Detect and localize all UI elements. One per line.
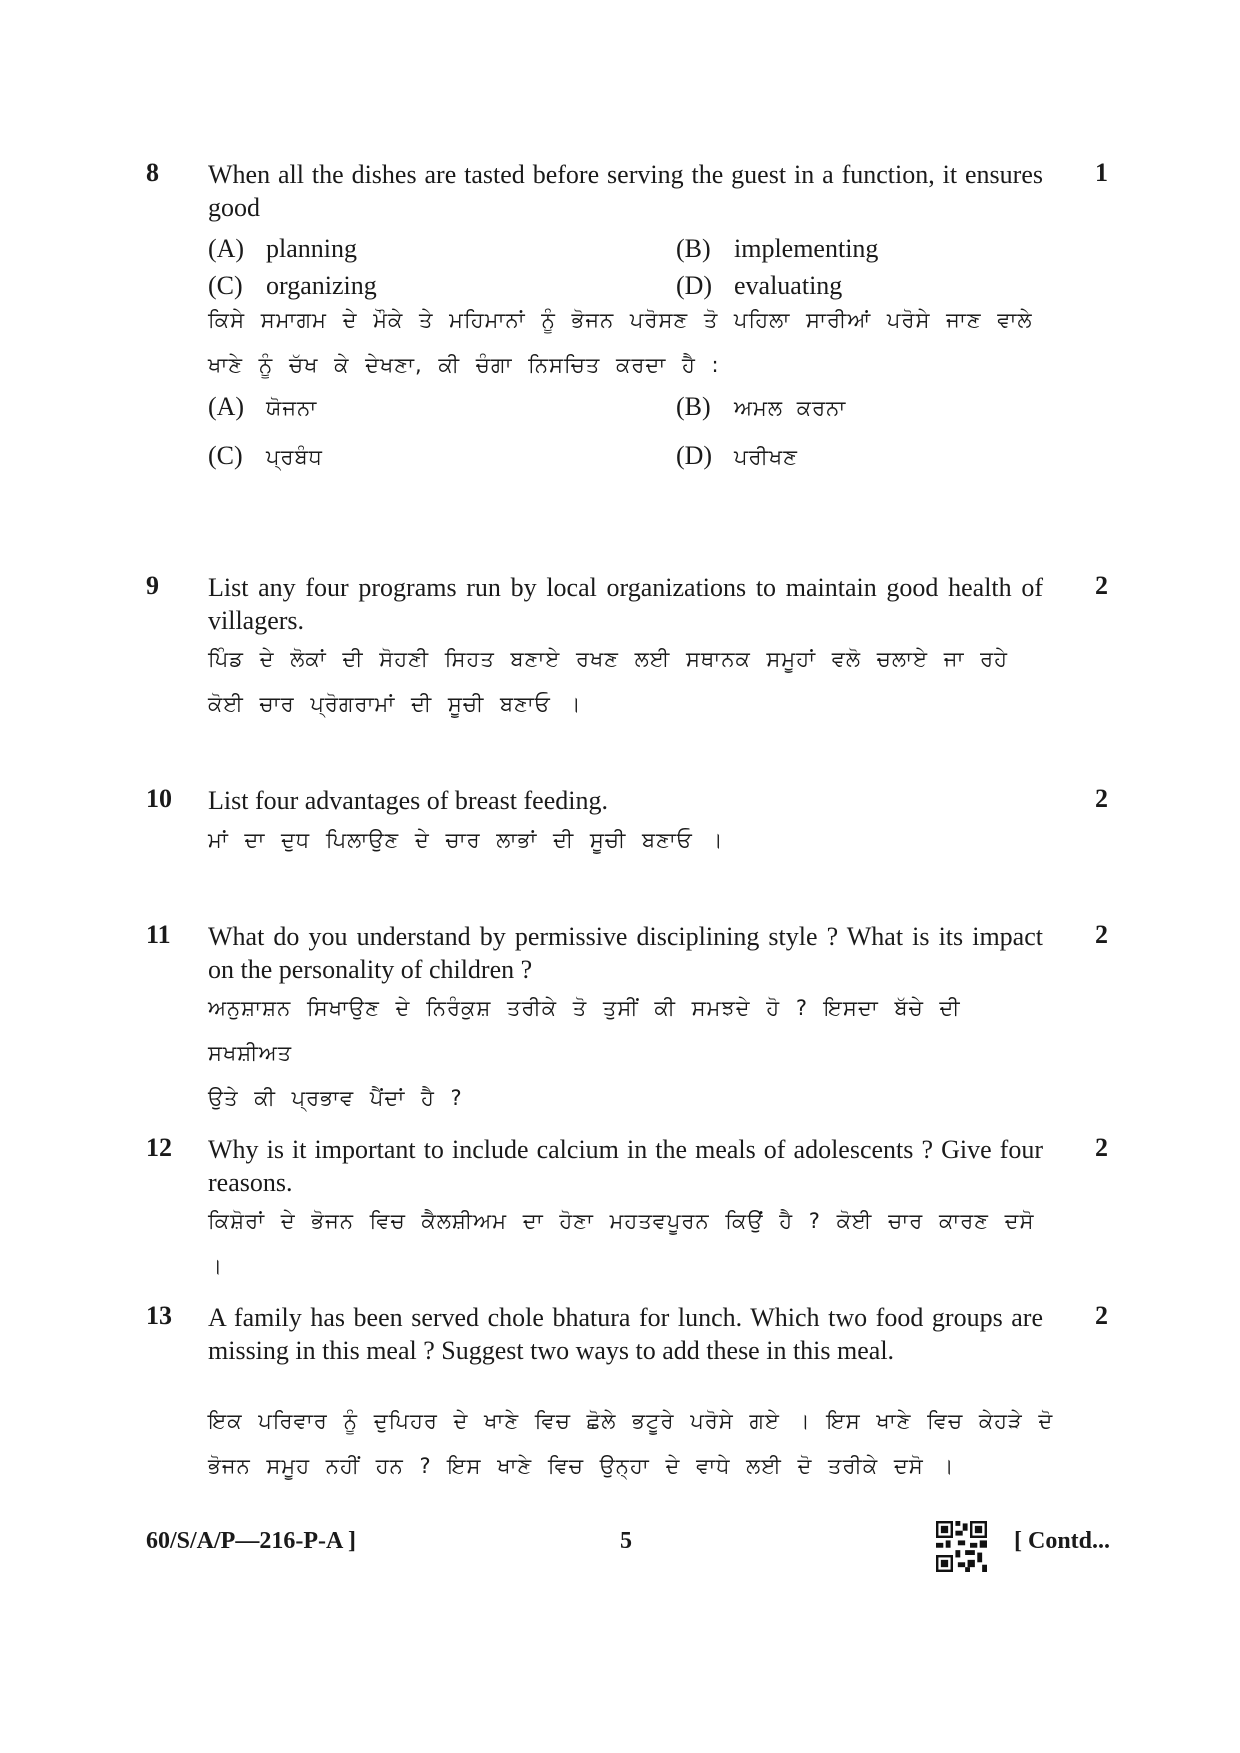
option-label: (A) xyxy=(208,234,245,263)
question-11 xyxy=(146,920,1136,1110)
option-b-punjabi xyxy=(676,392,846,422)
punjabi-line: ਕਿਸ਼ੋਰਾਂ ਦੇ ਭੋਜਨ ਵਿਚ ਕੈਲਸ਼ੀਅਮ ਦਾ ਹੋਣਾ ਮਹਤਵਪੂਰਨ ਕਿਉਂ ਹੈ ? ਕੋਈ ਚਾਰ ਕਾਰਣ ਦਸੋ । xyxy=(208,1209,1035,1278)
question-8 xyxy=(146,158,1136,528)
question-marks: 2 xyxy=(1095,784,1108,813)
question-marks: 1 xyxy=(1095,158,1108,187)
option-label: (D) xyxy=(676,441,713,470)
question-9 xyxy=(146,571,1136,731)
question-text-punjabi xyxy=(208,1399,1058,1489)
question-12 xyxy=(146,1133,1136,1278)
question-text-punjabi xyxy=(208,986,1058,1121)
question-10 xyxy=(146,784,1136,884)
option-text: implementing xyxy=(734,234,879,263)
question-text-english: When all the dishes are tasted before serving the guest in a function, it ensures good xyxy=(208,160,1043,222)
punjabi-line: ਉਤੇ ਕੀ ਪ੍ਰਭਾਵ ਪੈਂਦਾਂ ਹੈ ? xyxy=(208,1086,463,1110)
option-text: ਯੋਜਨਾ xyxy=(266,396,318,420)
option-label: (D) xyxy=(676,271,713,300)
question-marks: 2 xyxy=(1095,1133,1108,1162)
question-number: 8 xyxy=(146,158,159,187)
option-text: evaluating xyxy=(734,271,843,300)
option-c-punjabi xyxy=(208,441,323,471)
question-text-punjabi xyxy=(208,637,1058,727)
option-label: (C) xyxy=(208,441,243,470)
option-label: (A) xyxy=(208,392,245,421)
question-marks: 2 xyxy=(1095,571,1108,600)
question-text-english: A family has been served chole bhatura for lunch. Which two food groups are missing in this meal ? Suggest two ways to add these in this meal. xyxy=(208,1303,1043,1365)
question-13 xyxy=(146,1301,1136,1501)
question-text-punjabi xyxy=(208,1199,1058,1289)
paper-code: 60/S/A/P—216-P-A ] xyxy=(146,1528,356,1554)
question-text-english: List any four programs run by local organizations to maintain good health of villagers. xyxy=(208,573,1043,635)
page-number: 5 xyxy=(620,1528,632,1554)
option-c-english xyxy=(208,271,377,301)
question-marks: 2 xyxy=(1095,1301,1108,1330)
punjabi-line: ਅਨੁਸ਼ਾਸ਼ਨ ਸਿਖਾਉਣ ਦੇ ਨਿਰੰਕੁਸ਼ ਤਰੀਕੇ ਤੋ ਤੁਸੀਂ ਕੀ ਸਮਝਦੇ ਹੋ ? ਇਸਦਾ ਬੱਚੇ ਦੀ ਸਖਸ਼ੀਅਤ xyxy=(208,996,961,1065)
option-text: planning xyxy=(266,234,357,263)
option-text: ਅਮਲ ਕਰਨਾ xyxy=(734,396,847,420)
punjabi-line: ਮਾਂ ਦਾ ਦੁਧ ਪਿਲਾਉਣ ਦੇ ਚਾਰ ਲਾਭਾਂ ਦੀ ਸੂਚੀ ਬਣਾਓ । xyxy=(208,828,724,852)
question-marks: 2 xyxy=(1095,920,1108,949)
question-number: 13 xyxy=(146,1301,172,1330)
option-text: ਪਰੀਖਣ xyxy=(734,445,798,469)
option-label: (B) xyxy=(676,392,711,421)
punjabi-line: ਕਿਸੇ ਸਮਾਗਮ ਦੇ ਮੌਕੇ ਤੇ ਮਹਿਮਾਨਾਂ ਨੂੰ ਭੋਜਨ ਪਰੋਸਣ ਤੋ ਪਹਿਲਾ ਸਾਰੀਆਂ ਪਰੋਸੇ ਜਾਣ ਵਾਲੇ xyxy=(208,308,1033,332)
option-text: ਪ੍ਰਬੰਧ xyxy=(266,445,323,469)
option-a-english xyxy=(208,234,357,264)
question-number: 11 xyxy=(146,920,171,949)
option-label: (C) xyxy=(208,271,243,300)
option-label: (B) xyxy=(676,234,711,263)
punjabi-line: ਭੋਜਨ ਸਮੂਹ ਨਹੀਂ ਹਨ ? ਇਸ ਖਾਣੇ ਵਿਚ ਉਨ੍ਹਾ ਦੇ ਵਾਧੇ ਲਈ ਦੋ ਤਰੀਕੇ ਦਸੋ । xyxy=(208,1454,955,1478)
punjabi-line: ਖਾਣੇ ਨੂੰ ਚੱਖ ਕੇ ਦੇਖਣਾ, ਕੀ ਚੰਗਾ ਨਿਸਚਿਤ ਕਰਦਾ ਹੈ : xyxy=(208,353,720,377)
punjabi-line: ਕੋਈ ਚਾਰ ਪ੍ਰੋਗਰਾਮਾਂ ਦੀ ਸੂਚੀ ਬਣਾਓ । xyxy=(208,692,582,716)
punjabi-line: ਇਕ ਪਰਿਵਾਰ ਨੂੰ ਦੁਪਿਹਰ ਦੇ ਖਾਣੇ ਵਿਚ ਛੋਲੇ ਭਟੂਰੇ ਪਰੋਸੇ ਗਏ । ਇਸ ਖਾਣੇ ਵਿਚ ਕੇਹੜੇ ਦੋ xyxy=(208,1409,1054,1433)
question-text-punjabi xyxy=(208,818,1058,863)
qr-code-icon xyxy=(936,1521,987,1572)
question-number: 9 xyxy=(146,571,159,600)
question-number: 12 xyxy=(146,1133,172,1162)
question-text-english: Why is it important to include calcium in the meals of adolescents ? Give four reasons. xyxy=(208,1135,1043,1197)
question-text-punjabi xyxy=(208,298,1058,388)
question-text-english: List four advantages of breast feeding. xyxy=(208,786,608,815)
option-text: organizing xyxy=(266,271,377,300)
continued-label: [ Contd... xyxy=(1014,1528,1111,1554)
option-d-english xyxy=(676,271,842,301)
option-b-english xyxy=(676,234,878,264)
option-a-punjabi xyxy=(208,392,317,422)
question-text-english: What do you understand by permissive disciplining style ? What is its impact on the personality of children ? xyxy=(208,922,1043,984)
question-number: 10 xyxy=(146,784,172,813)
option-d-punjabi xyxy=(676,441,798,471)
punjabi-line: ਪਿੰਡ ਦੇ ਲੋਕਾਂ ਦੀ ਸੋਹਣੀ ਸਿਹਤ ਬਣਾਏ ਰਖਣ ਲਈ ਸਥਾਨਕ ਸਮੂਹਾਂ ਵਲੋ ਚਲਾਏ ਜਾ ਰਹੇ xyxy=(208,647,1009,671)
